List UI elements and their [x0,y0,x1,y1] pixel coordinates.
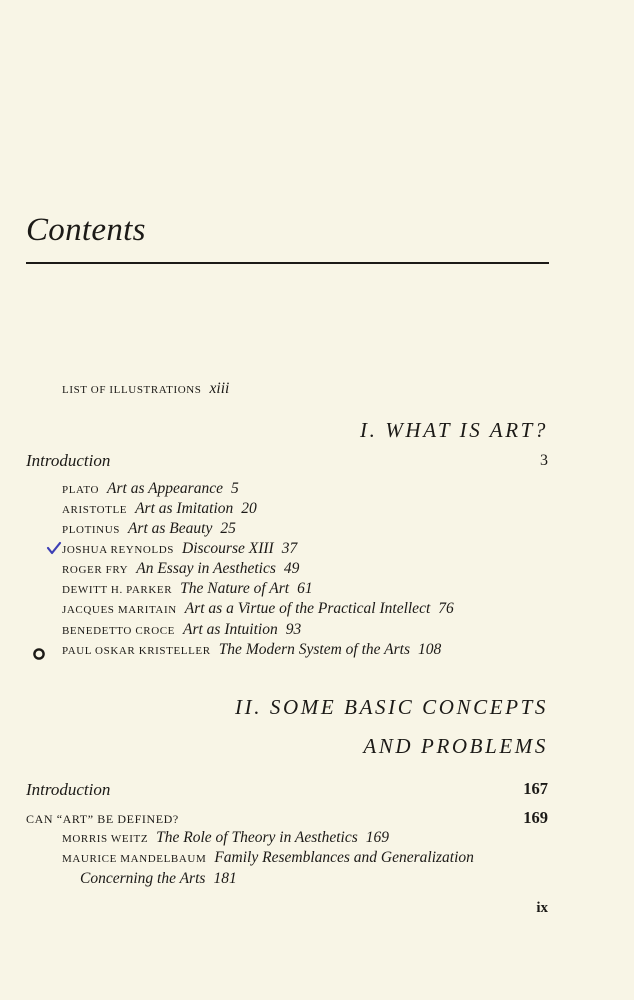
entry-page: 20 [241,500,257,517]
circle-mark-icon [32,647,46,661]
toc-entry-fry[interactable] [62,560,299,578]
toc-entry-croce[interactable] [62,621,301,639]
entry-page: 37 [281,540,298,557]
page-number: ix [536,900,548,916]
entry-author: PLOTINUS [62,524,120,536]
entry-title: The Nature of Art [180,580,290,597]
entry-page: 49 [283,560,300,577]
entry-page: 5 [230,480,239,497]
entry-author: ROGER FRY [62,564,129,576]
toc-entry-parker[interactable] [62,580,313,598]
part-one-introduction[interactable]: Introduction [26,451,111,470]
entry-author: JACQUES MARITAIN [62,604,177,616]
toc-entry-mandelbaum-continued[interactable] [80,870,237,888]
entry-title-continued: Concerning the Arts [80,870,206,887]
title-rule [26,262,549,264]
entry-author: BENEDETTO CROCE [62,625,175,637]
toc-entry-plato[interactable] [62,480,239,498]
toc-entry-aristotle[interactable] [62,500,257,518]
part-two-introduction[interactable]: Introduction [26,780,111,799]
toc-entry-kristeller[interactable] [62,641,441,659]
toc-entry-weitz[interactable] [62,829,389,847]
entry-title: The Modern System of the Arts [218,641,410,658]
check-mark-icon [46,541,62,555]
entry-page: 169 [365,829,390,846]
entry-title: The Role of Theory in Aesthetics [156,829,358,846]
entry-title: Discourse XIII [182,540,274,557]
section-label: CAN “ART” BE DEFINED? [26,812,179,826]
entry-title: Art as Beauty [127,520,213,537]
entry-title: Art as a Virtue of the Practical Intellect [184,600,431,617]
entry-title: Art as Appearance [107,480,223,497]
entry-author: PAUL OSKAR KRISTELLER [62,645,211,657]
entry-author: JOSHUA REYNOLDS [62,544,174,556]
part-two-introduction-page: 167 [523,779,548,798]
entry-title: Family Resemblances and Generalization [214,849,474,866]
entry-page: 61 [297,580,313,597]
entry-page: 76 [438,600,454,617]
entry-page: 108 [417,641,442,658]
toc-entry-reynolds[interactable] [62,540,297,558]
entry-author: DEWITT H. PARKER [62,584,173,596]
list-of-illustrations-entry[interactable] [62,380,229,398]
entry-author: MAURICE MANDELBAUM [62,853,207,865]
toc-entry-mandelbaum[interactable] [62,849,474,867]
entry-label: LIST OF ILLUSTRATIONS [62,384,202,396]
entry-page: 93 [285,621,302,638]
toc-entry-maritain[interactable] [62,600,454,618]
entry-author: PLATO [62,484,100,496]
entry-page: xiii [209,380,230,397]
toc-entry-plotinus[interactable] [62,520,236,538]
entry-author: ARISTOTLE [62,504,128,516]
part-one-heading: I. WHAT IS ART? [360,418,548,442]
section-heading-can-art-be-defined[interactable] [26,810,179,828]
entry-title: Art as Imitation [135,500,234,517]
entry-title: An Essay in Aesthetics [136,560,276,577]
part-two-heading-line1: II. SOME BASIC CONCEPTS [235,695,548,719]
entry-page: 181 [213,870,237,887]
part-two-heading-line2: AND PROBLEMS [363,734,548,758]
entry-page: 25 [220,520,236,537]
entry-title: Art as Intuition [183,621,278,638]
entry-author: MORRIS WEITZ [62,833,149,845]
section-page: 169 [523,808,548,827]
part-one-introduction-page: 3 [540,452,548,469]
page-title: Contents [26,212,146,248]
